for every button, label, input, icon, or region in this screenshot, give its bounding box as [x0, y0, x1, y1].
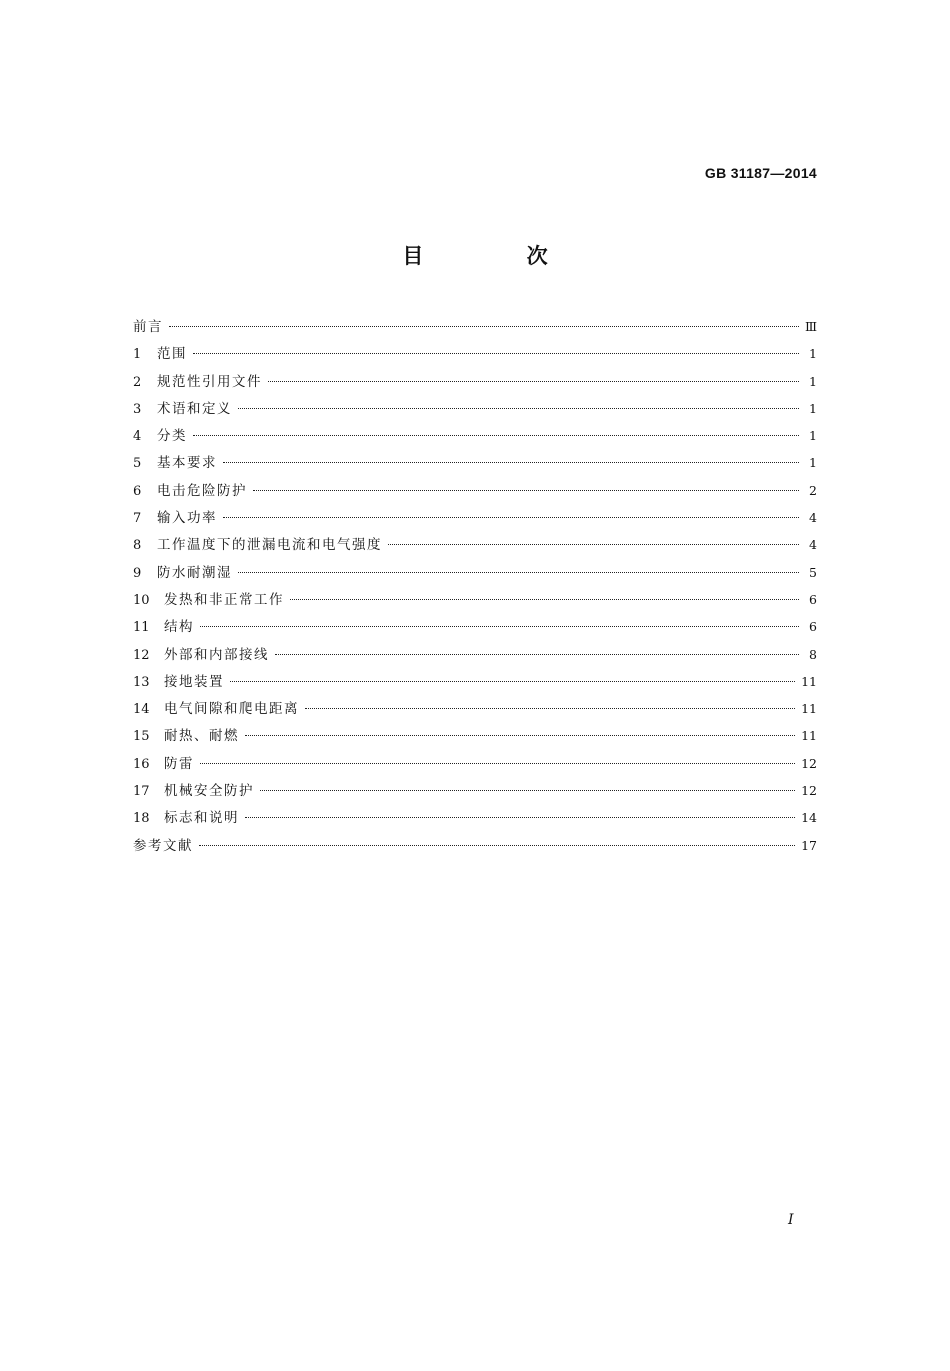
toc-entry-page: 1 — [809, 400, 817, 416]
toc-dot-leader — [290, 599, 799, 600]
toc-entry-page: 1 — [809, 428, 817, 444]
toc-dot-leader — [223, 517, 799, 518]
toc-dot-leader — [200, 763, 795, 764]
toc-dot-leader — [245, 735, 795, 736]
toc-entry-label: 范围 — [157, 346, 187, 363]
toc-dot-leader — [305, 708, 795, 709]
toc-entry-number: 6 — [133, 483, 142, 499]
toc-entry[interactable] — [133, 531, 817, 558]
toc-entry-page: 6 — [809, 591, 817, 607]
toc-entry-page: 5 — [809, 564, 817, 580]
toc-entry[interactable] — [133, 641, 817, 668]
toc-entry-page: 12 — [801, 783, 817, 799]
toc-dot-leader — [388, 544, 799, 545]
toc-entry-number: 4 — [133, 429, 142, 445]
toc-dot-leader — [199, 845, 795, 846]
toc-entry[interactable] — [133, 477, 817, 504]
toc-entry[interactable] — [133, 750, 817, 777]
toc-entry[interactable] — [133, 695, 817, 722]
toc-entry-number: 3 — [133, 401, 142, 417]
toc-entry-number: 8 — [133, 538, 142, 554]
toc-entry-label: 防水耐潮湿 — [157, 564, 232, 581]
toc-entry-label: 参考文献 — [133, 837, 193, 854]
toc-entry-page: 1 — [809, 455, 817, 471]
toc-entry-label: 标志和说明 — [164, 810, 239, 827]
toc-entry-label: 机械安全防护 — [164, 783, 254, 800]
toc-dot-leader — [169, 326, 799, 327]
standard-number: GB 31187—2014 — [704, 165, 817, 181]
toc-dot-leader — [275, 654, 799, 655]
toc-entry-page: 12 — [801, 755, 817, 771]
toc-entry-page: 6 — [809, 619, 817, 635]
toc-entry[interactable] — [133, 722, 817, 749]
toc-dot-leader — [245, 817, 795, 818]
toc-entry-number: 16 — [133, 756, 150, 772]
toc-entry-number: 13 — [133, 674, 150, 690]
toc-entry-number: 12 — [133, 647, 150, 663]
toc-entry-page: Ⅲ — [804, 319, 817, 334]
toc-entry-page: 4 — [809, 537, 817, 553]
toc-dot-leader — [193, 435, 799, 436]
toc-dot-leader — [238, 572, 799, 573]
toc-entry-page: 14 — [801, 810, 817, 826]
toc-entry[interactable] — [133, 422, 817, 449]
toc-title: 目 次 — [402, 244, 596, 268]
toc-entry-number: 11 — [133, 620, 150, 636]
toc-entry[interactable] — [133, 368, 817, 395]
toc-dot-leader — [193, 353, 799, 354]
toc-entry-page: 8 — [809, 646, 817, 662]
toc-entry-number: 1 — [133, 347, 142, 363]
toc-entry-label: 术语和定义 — [157, 400, 232, 417]
toc-entry[interactable] — [133, 395, 817, 422]
toc-entry-page: 11 — [801, 701, 817, 717]
toc-entry[interactable] — [133, 804, 817, 831]
toc-entry-number: 7 — [133, 511, 142, 527]
toc-entry[interactable] — [133, 777, 817, 804]
toc-entry-label: 外部和内部接线 — [164, 646, 269, 663]
toc-entry-page: 11 — [801, 728, 817, 744]
toc-entry-label: 防雷 — [164, 755, 194, 772]
toc-entry[interactable] — [133, 340, 817, 367]
toc-entry-foreword[interactable] — [133, 313, 817, 340]
toc-entry-number: 14 — [133, 702, 150, 718]
toc-entry-label: 分类 — [157, 428, 187, 445]
toc-entry[interactable] — [133, 613, 817, 640]
toc-dot-leader — [223, 462, 799, 463]
toc-entry-page: 11 — [801, 673, 817, 689]
toc-entry-number: 17 — [133, 784, 150, 800]
toc-entry-number: 15 — [133, 729, 150, 745]
toc-entry-number: 5 — [133, 456, 142, 472]
toc-entry-page: 4 — [809, 510, 817, 526]
toc-entry-page: 1 — [809, 346, 817, 362]
toc-entry-label: 输入功率 — [157, 510, 217, 527]
toc-entry-label: 基本要求 — [157, 455, 217, 472]
toc-entry[interactable] — [133, 449, 817, 476]
toc-entry-label: 规范性引用文件 — [157, 373, 262, 390]
toc-entry[interactable] — [133, 586, 817, 613]
toc-entry-page: 17 — [801, 837, 817, 853]
toc-entry-label: 发热和非正常工作 — [164, 591, 284, 608]
toc-entry[interactable] — [133, 504, 817, 531]
toc-entry-page: 1 — [809, 373, 817, 389]
toc-entry-label: 结构 — [164, 619, 194, 636]
toc-entry[interactable] — [133, 668, 817, 695]
toc-entry-bibliography[interactable] — [133, 832, 817, 859]
toc-dot-leader — [253, 490, 799, 491]
toc-entry[interactable] — [133, 559, 817, 586]
toc-entry-label: 耐热、耐燃 — [164, 728, 239, 745]
toc-dot-leader — [260, 790, 795, 791]
toc-entry-number: 10 — [133, 592, 150, 608]
toc-dot-leader — [238, 408, 799, 409]
toc-entry-number: 2 — [133, 374, 142, 390]
page-number: I — [788, 1212, 794, 1228]
toc-entry-label: 电击危险防护 — [157, 482, 247, 499]
toc-dot-leader — [268, 381, 799, 382]
toc-entry-number: 9 — [133, 565, 142, 581]
toc-entry-page: 2 — [809, 482, 817, 498]
toc-dot-leader — [230, 681, 795, 682]
toc-entry-label: 前言 — [133, 319, 163, 335]
toc-entry-label: 接地装置 — [164, 673, 224, 690]
toc-dot-leader — [200, 626, 799, 627]
toc-entry-number: 18 — [133, 811, 150, 827]
toc-entry-label: 电气间隙和爬电距离 — [164, 701, 299, 718]
table-of-contents — [133, 313, 817, 859]
toc-entry-label: 工作温度下的泄漏电流和电气强度 — [157, 537, 382, 554]
